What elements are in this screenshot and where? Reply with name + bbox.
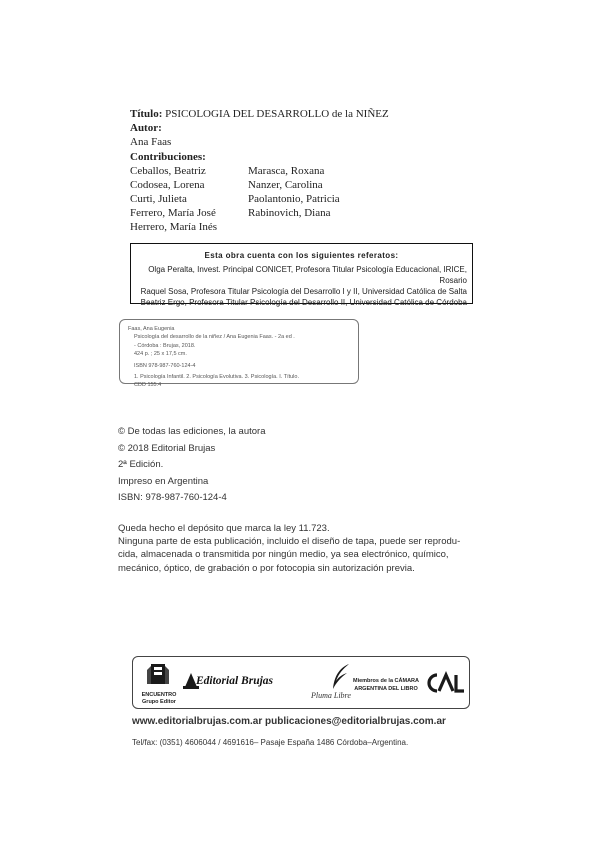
- contributor: Ceballos, Beatriz: [130, 165, 206, 177]
- cal-emblem-icon: [427, 671, 465, 695]
- phone-address-line: Tel/fax: (0351) 4606044 / 4691616– Pasaje España 1486 Córdoba–Argentina.: [132, 738, 409, 747]
- contributor: Nanzer, Carolina: [248, 179, 323, 191]
- camara-line: ARGENTINA DEL LIBRO: [354, 686, 418, 692]
- copyright-line: Impreso en Argentina: [118, 475, 209, 487]
- title-value: PSICOLOGIA DEL DESARROLLO de la NIÑEZ: [165, 108, 389, 120]
- contributors-right: [248, 164, 340, 220]
- catalog-cdd: CDD 155.4: [134, 382, 162, 389]
- encuentro-name: ENCUENTRO: [141, 692, 177, 698]
- referees-box: [130, 243, 473, 307]
- legal-line: mecánico, óptico, de grabación o por fotocopia sin autorización previa.: [118, 562, 415, 574]
- legal-line: cida, almacenada o transmitida por ningún medio, ya sea electrónico, químico,: [118, 549, 449, 561]
- catalog-publisher: - Córdoba : Brujas, 2018.: [134, 342, 196, 349]
- publisher-logos-box: [132, 656, 470, 709]
- catalog-subjects: 1. Psicología Infantil. 2. Psicología Evolutiva. 3. Psicología. I. Título.: [134, 374, 299, 381]
- pluma-libre-name: Pluma Libre: [311, 691, 351, 700]
- legal-line: Ninguna parte de esta publicación, incluido el diseño de tapa, puede ser reprodu-: [118, 536, 461, 548]
- contributor: Herrero, María Inés: [130, 221, 218, 233]
- referee-line: Beatriz Ergo, Profesora Titular Psicología del Desarrollo II, Universidad Católica de Córdoba: [140, 298, 467, 307]
- catalog-title: Psicología del desarrollo de la niñez / Ana Eugenia Faas. - 2a ed .: [134, 334, 295, 341]
- legal-line: Queda hecho el depósito que marca la ley 11.723.: [118, 523, 330, 534]
- referees-title: Esta obra cuenta con los siguientes referatos:: [204, 251, 399, 260]
- camara-text: [343, 677, 429, 693]
- legal-notice: [118, 522, 483, 575]
- website-email-line: www.editorialbrujas.com.ar publicaciones@editorialbrujas.com.ar: [132, 716, 446, 727]
- referee-line: Raquel Sosa, Profesora Titular Psicología del Desarrollo I y II, Universidad Católica de Salta: [140, 287, 467, 296]
- camara-line: Miembros de la CÁMARA: [352, 678, 419, 684]
- encuentro-emblem-icon: [139, 662, 179, 688]
- contributors-left: [130, 164, 217, 234]
- referee-line: Olga Peralta, Invest. Principal CONICET, Profesora Titular Psicología Educacional, IRICE, Rosario: [148, 265, 467, 285]
- title-label: Título:: [130, 108, 163, 120]
- catalog-card: [119, 319, 359, 389]
- copyright-block: [118, 424, 265, 507]
- credits-block: [130, 107, 460, 164]
- cal-logo: [427, 671, 465, 695]
- catalog-author: Faas, Ana Eugenia: [128, 326, 175, 332]
- catalog-pages: 424 p. ; 25 x 17,5 cm.: [134, 351, 187, 358]
- contributor: Rabinovich, Diana: [248, 207, 331, 219]
- contributor: Curti, Julieta: [130, 193, 187, 205]
- contributor: Marasca, Roxana: [248, 165, 325, 177]
- contributions-label: Contribuciones:: [130, 150, 206, 163]
- author-label: Autor:: [130, 122, 162, 135]
- brujas-name: Editorial Brujas: [196, 675, 274, 687]
- contributor: Paolantonio, Patricia: [248, 193, 340, 205]
- contributor: Ferrero, María José: [130, 207, 216, 219]
- copyright-line: © 2018 Editorial Brujas: [118, 442, 216, 454]
- encuentro-subtitle: Grupo Editor: [142, 699, 176, 705]
- copyright-line: 2ª Edición.: [118, 459, 164, 470]
- copyright-line: ISBN: 978-987-760-124-4: [118, 492, 227, 503]
- contributor: Codosea, Lorena: [130, 179, 205, 191]
- title-line: [130, 107, 460, 121]
- copyright-line: © De todas las ediciones, la autora: [118, 426, 266, 437]
- author-name: Ana Faas: [130, 136, 172, 149]
- brujas-logo: [183, 673, 274, 697]
- encuentro-logo: [139, 662, 179, 706]
- catalog-isbn: ISBN 978-987-760-124-4: [134, 362, 196, 369]
- referees-list: [136, 264, 467, 308]
